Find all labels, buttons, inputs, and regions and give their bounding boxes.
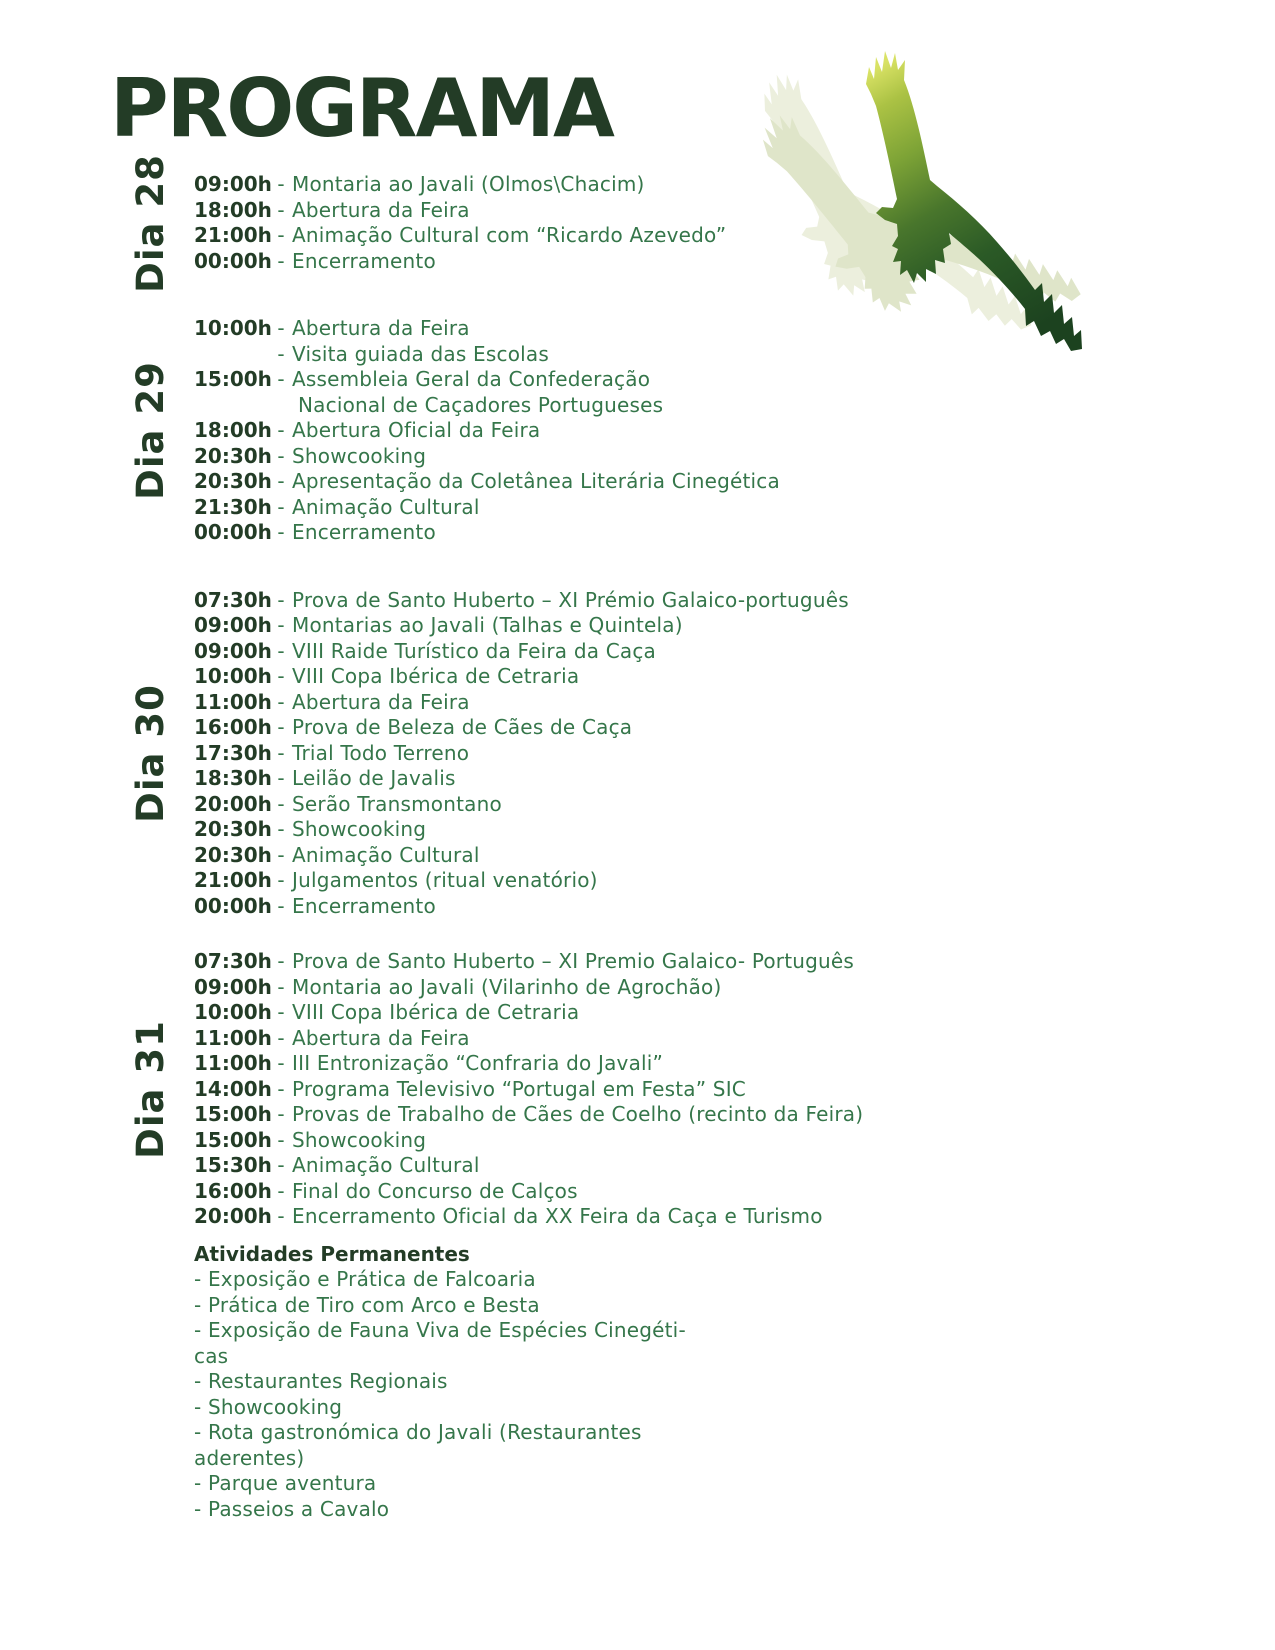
event-row: [194, 495, 1166, 521]
event-dash: -: [277, 223, 285, 247]
day-section: [106, 588, 1166, 920]
permanent-activity-line: aderentes): [194, 1445, 305, 1470]
event-row: [194, 741, 1166, 767]
permanent-activities: [194, 1242, 1166, 1523]
event-time: 09:00h: [194, 638, 272, 663]
event-time: 09:00h: [194, 172, 272, 196]
event-text: Montaria ao Javali (Olmos\Chacim): [292, 172, 645, 196]
event-dash: -: [277, 689, 285, 714]
event-row: [194, 894, 1166, 920]
event-dash: -: [277, 817, 285, 841]
event-text: Prova de Beleza de Cães de Caça: [292, 715, 633, 739]
event-dash: -: [277, 469, 285, 493]
event-text: Abertura Oficial da Feira: [292, 418, 541, 442]
event-dash: -: [277, 664, 285, 688]
day-label-column: [106, 316, 194, 546]
event-row: [194, 843, 1166, 869]
event-time: 20:00h: [194, 791, 272, 816]
event-text: VIII Raide Turístico da Feira da Caça: [292, 638, 657, 663]
event-dash: -: [277, 974, 285, 999]
event-dash: -: [277, 1204, 285, 1228]
event-row: [194, 949, 1166, 975]
event-dash: -: [277, 949, 285, 973]
event-time: 15:00h: [194, 367, 272, 391]
event-text: Julgamentos (ritual venatório): [292, 868, 598, 892]
event-time: 15:30h: [194, 1153, 272, 1177]
permanent-activity-line: - Passeios a Cavalo: [194, 1496, 390, 1521]
event-dash: -: [277, 715, 285, 739]
event-time: 16:00h: [194, 715, 272, 739]
event-row: [194, 1026, 1166, 1052]
event-dash: -: [277, 1178, 285, 1203]
event-text: Abertura da Feira: [292, 197, 470, 222]
day-section: [106, 153, 1166, 293]
event-text: Abertura da Feira: [292, 689, 470, 714]
event-time: 17:30h: [194, 740, 272, 765]
event-text: Encerramento Oficial da XX Feira da Caça e Turismo: [292, 1204, 823, 1228]
event-time: 00:00h: [194, 893, 272, 918]
event-time: 00:00h: [194, 520, 272, 544]
event-time: 09:00h: [194, 613, 272, 637]
event-dash: -: [277, 791, 285, 816]
event-row: [194, 418, 1166, 444]
event-text: Visita guiada das Escolas: [292, 341, 549, 366]
day-label: Dia 29: [128, 361, 172, 501]
page-title: PROGRAMA: [110, 62, 613, 155]
event-time: 11:00h: [194, 1025, 272, 1050]
event-time: 16:00h: [194, 1178, 272, 1203]
event-row: [194, 249, 1166, 275]
event-row: [194, 1128, 1166, 1154]
event-text: Encerramento: [292, 520, 436, 544]
event-row: [194, 393, 1166, 419]
permanent-activities-title: Atividades Permanentes: [194, 1241, 470, 1266]
day-label-column: [106, 949, 194, 1230]
event-row: [194, 715, 1166, 741]
event-row: [194, 198, 1166, 224]
event-text: Showcooking: [292, 1127, 427, 1152]
event-time: 18:00h: [194, 418, 272, 442]
event-time: 15:00h: [194, 1127, 272, 1152]
event-text: Leilão de Javalis: [292, 766, 456, 790]
event-row: [194, 639, 1166, 665]
permanent-activity-line: - Restaurantes Regionais: [194, 1369, 448, 1393]
event-time: 10:00h: [194, 664, 272, 688]
event-row: [194, 1153, 1166, 1179]
event-time: 11:00h: [194, 1051, 272, 1075]
event-dash: -: [277, 443, 285, 468]
event-text: III Entronização “Confraria do Javali”: [292, 1051, 664, 1075]
event-dash: -: [277, 1102, 285, 1126]
event-row: [194, 316, 1166, 342]
event-row: [194, 766, 1166, 792]
event-row: [194, 223, 1166, 249]
event-text: Prova de Santo Huberto – XI Prémio Galaico-português: [292, 587, 849, 612]
event-time: 11:00h: [194, 689, 272, 714]
event-time: 15:00h: [194, 1102, 272, 1126]
event-dash: -: [277, 740, 285, 765]
event-list: [194, 588, 1166, 920]
day-label-column: [106, 588, 194, 920]
event-time: 18:00h: [194, 197, 272, 222]
event-time: 20:30h: [194, 817, 272, 841]
event-row: [194, 469, 1166, 495]
event-dash: -: [277, 893, 285, 918]
event-time: [194, 342, 270, 368]
event-time: 07:30h: [194, 949, 272, 973]
permanent-activity-line: - Showcooking: [194, 1394, 343, 1419]
event-time: 14:00h: [194, 1076, 272, 1101]
event-text: Trial Todo Terreno: [292, 740, 470, 765]
event-text: Animação Cultural: [292, 494, 480, 519]
permanent-activity-line: - Prática de Tiro com Arco e Besta: [194, 1292, 540, 1317]
event-text: Animação Cultural: [292, 1153, 480, 1177]
event-time: 21:00h: [194, 223, 272, 247]
event-time: 20:30h: [194, 469, 272, 493]
event-dash: -: [277, 1051, 285, 1075]
event-dash: -: [277, 341, 285, 366]
day-sections: [106, 153, 1166, 1230]
event-text: Showcooking: [292, 443, 427, 468]
day-label: Dia 28: [128, 153, 172, 293]
event-time: 20:00h: [194, 1204, 272, 1228]
day-label-column: [106, 153, 194, 293]
day-label: Dia 31: [128, 1019, 172, 1159]
event-row: [194, 975, 1166, 1001]
event-dash: -: [277, 367, 285, 391]
event-dash: -: [277, 842, 285, 867]
event-dash: -: [277, 1025, 285, 1050]
event-text: Animação Cultural com “Ricardo Azevedo”: [292, 223, 727, 247]
permanent-activities-list: [194, 1267, 1166, 1522]
event-dash: -: [277, 172, 285, 196]
event-text: Abertura da Feira: [292, 316, 470, 340]
event-list: [194, 316, 1166, 546]
event-row: [194, 342, 1166, 368]
permanent-activity-line: - Exposição e Prática de Falcoaria: [194, 1267, 536, 1291]
event-dash: -: [277, 316, 285, 340]
event-text: Final do Concurso de Calços: [292, 1178, 578, 1203]
day-section: [106, 316, 1166, 546]
event-dash: -: [277, 1127, 285, 1152]
event-dash: -: [277, 520, 285, 544]
permanent-activity-line: - Rota gastronómica do Javali (Restaurantes: [194, 1420, 642, 1444]
event-time: 20:30h: [194, 443, 272, 468]
event-row: [194, 613, 1166, 639]
event-dash: -: [277, 248, 285, 273]
event-time: 07:30h: [194, 587, 272, 612]
event-text: Montaria ao Javali (Vilarinho de Agrochão): [292, 974, 722, 999]
event-time: 18:30h: [194, 766, 272, 790]
event-text: Encerramento: [292, 893, 436, 918]
event-row: [194, 520, 1166, 546]
event-text: Abertura da Feira: [292, 1025, 470, 1050]
event-dash: -: [277, 766, 285, 790]
event-text: Prova de Santo Huberto – XI Premio Galaico- Português: [292, 949, 855, 973]
event-row: [194, 172, 1166, 198]
event-time: 09:00h: [194, 974, 272, 999]
event-row: [194, 792, 1166, 818]
day-section: [106, 949, 1166, 1230]
event-text: Assembleia Geral da Confederação: [292, 367, 651, 391]
event-row: [194, 1179, 1166, 1205]
event-row: [194, 1204, 1166, 1230]
event-dash: -: [277, 197, 285, 222]
event-text: VIII Copa Ibérica de Cetraria: [292, 664, 580, 688]
event-time: 10:00h: [194, 316, 272, 340]
event-dash: -: [277, 1076, 285, 1101]
event-time: 20:30h: [194, 842, 272, 867]
event-time: 00:00h: [194, 248, 272, 273]
permanent-activity-line: cas: [194, 1343, 229, 1368]
event-row: [194, 444, 1166, 470]
event-row: [194, 588, 1166, 614]
event-dash: -: [277, 868, 285, 892]
event-row: [194, 817, 1166, 843]
event-row: [194, 1000, 1166, 1026]
event-row: [194, 868, 1166, 894]
event-text: Provas de Trabalho de Cães de Coelho (recinto da Feira): [292, 1102, 864, 1126]
permanent-activity-line: - Exposição de Fauna Viva de Espécies Cinegéti-: [194, 1318, 686, 1342]
event-row: [194, 664, 1166, 690]
event-dash: -: [277, 587, 285, 612]
event-dash: -: [277, 613, 285, 637]
event-list: [194, 949, 1166, 1230]
program-schedule: [106, 153, 1166, 1522]
event-dash: -: [277, 1000, 285, 1024]
event-row: [194, 1051, 1166, 1077]
event-dash: -: [277, 418, 285, 442]
event-text: Nacional de Caçadores Portugueses: [298, 392, 664, 417]
event-dash: -: [277, 1153, 285, 1177]
event-row: [194, 367, 1166, 393]
event-time: 10:00h: [194, 1000, 272, 1024]
event-text: Montarias ao Javali (Talhas e Quintela): [292, 613, 683, 637]
event-row: [194, 1077, 1166, 1103]
event-time: 21:00h: [194, 868, 272, 892]
event-list: [194, 172, 1166, 274]
event-text: VIII Copa Ibérica de Cetraria: [292, 1000, 580, 1024]
permanent-activity-line: - Parque aventura: [194, 1471, 377, 1495]
event-text: Apresentação da Coletânea Literária Cinegética: [292, 469, 780, 493]
event-text: Serão Transmontano: [292, 791, 502, 816]
event-time: 21:30h: [194, 494, 272, 519]
day-label: Dia 30: [128, 683, 172, 823]
event-text: Programa Televisivo “Portugal em Festa” SIC: [292, 1076, 746, 1101]
event-row: [194, 1102, 1166, 1128]
event-text: Encerramento: [292, 248, 436, 273]
event-row: [194, 690, 1166, 716]
event-dash: -: [277, 638, 285, 663]
event-text: Showcooking: [292, 817, 427, 841]
event-text: Animação Cultural: [292, 842, 480, 867]
event-dash: -: [277, 494, 285, 519]
